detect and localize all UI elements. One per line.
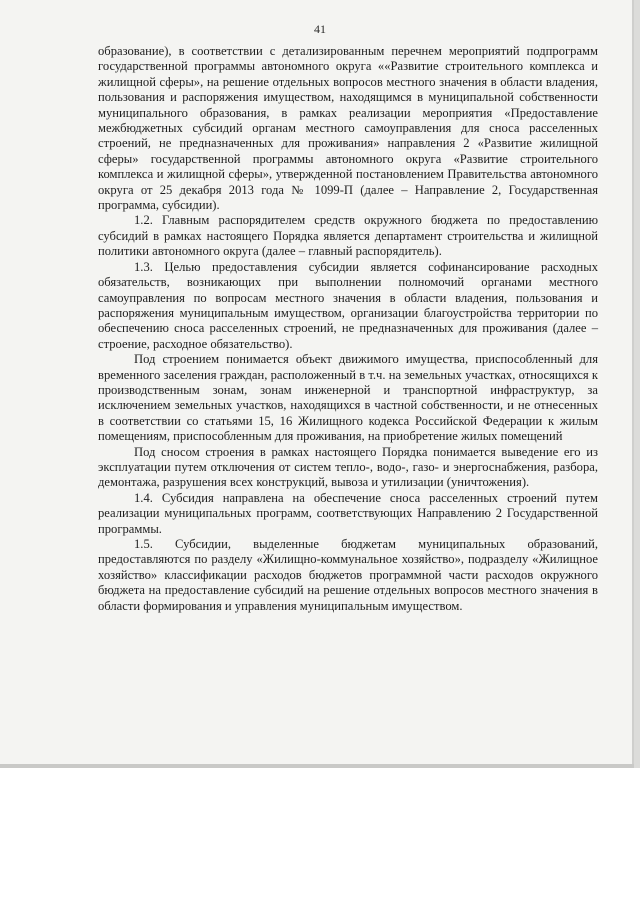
page-number: 41 (314, 22, 326, 36)
paragraph-intro-continuation: образование), в соответствии с детализированным перечнем мероприятий подпрограмм государственной программы автономного округа ««Развитие строительного комплекса и жилищной сферы», на решение отдельных вопросов местного значения в области владения, пользования и распоряжения имуществом, находящимся в муниципальной собственности муниципального образования, в рамках реализации мероприятия «Предоставление межбюджетных субсидий органам местного самоуправления для сноса расселенных строений, не предназначенных для проживания» направления 2 «Развитие жилищной сферы» государственной программы автономного округа «Развитие строительного комплекса и жилищной сферы», утвержденной постановлением Правительства автономного округа от 25 декабря 2013 года № 1099-П (далее – Направление 2, Государственная программа, субсидии). (98, 44, 598, 213)
paragraph-1-4: 1.4. Субсидия направлена на обеспечение сноса расселенных строений путем реализации муниципальных программ, соответствующих Направлению 2 Государственной программы. (98, 490, 598, 536)
paragraph-1-3: 1.3. Целью предоставления субсидии является софинансирование расходных обязательств, возникающих при выполнении полномочий органами местного самоуправления по вопросам местного значения в области владения, пользования и распоряжения муниципальным имуществом, организации благоустройства территории по обеспечению сноса расселенных строений, не предназначенных для проживания (далее – строение, расходное обязательство). (98, 259, 598, 351)
paragraph-1-5: 1.5. Субсидии, выделенные бюджетам муниципальных образований, предоставляются по разделу «Жилищно-коммунальное хозяйство», подразделу «Жилищное хозяйство» классификации расходов бюджетов программной части расходов окружного бюджета на предоставление субсидий на решение отдельных вопросов местного значения в области формирования и управления муниципальным имуществом. (98, 537, 598, 613)
paragraph-structure-definition: Под строением понимается объект движимого имущества, приспособленный для временного заселения граждан, расположенный в т.ч. на земельных участках, относящихся к производственным зонам, зонам инженерной и транспортной инфраструктур, за исключением земельных участков, находящихся в частной собственности, и не отнесенных в соответствии со статьями 15, 16 Жилищного кодекса Российской Федерации к жилым помещениям, приспособленным для проживания, на приобретение жилых помещений (98, 352, 598, 444)
paragraph-demolition-definition: Под сносом строения в рамках настоящего Порядка понимается выведение его из эксплуатации путем отключения от систем тепло-, водо-, газо- и энергоснабжения, разбора, демонтажа, разрушения всех конструкций, вывоза и утилизации (уничтожения). (98, 444, 598, 490)
document-body (98, 44, 598, 614)
paragraph-1-2: 1.2. Главным распорядителем средств окружного бюджета по предоставлению субсидий в рамках настоящего Порядка является департамент строительства и жилищной политики автономного округа (далее – главный распорядитель). (98, 213, 598, 259)
